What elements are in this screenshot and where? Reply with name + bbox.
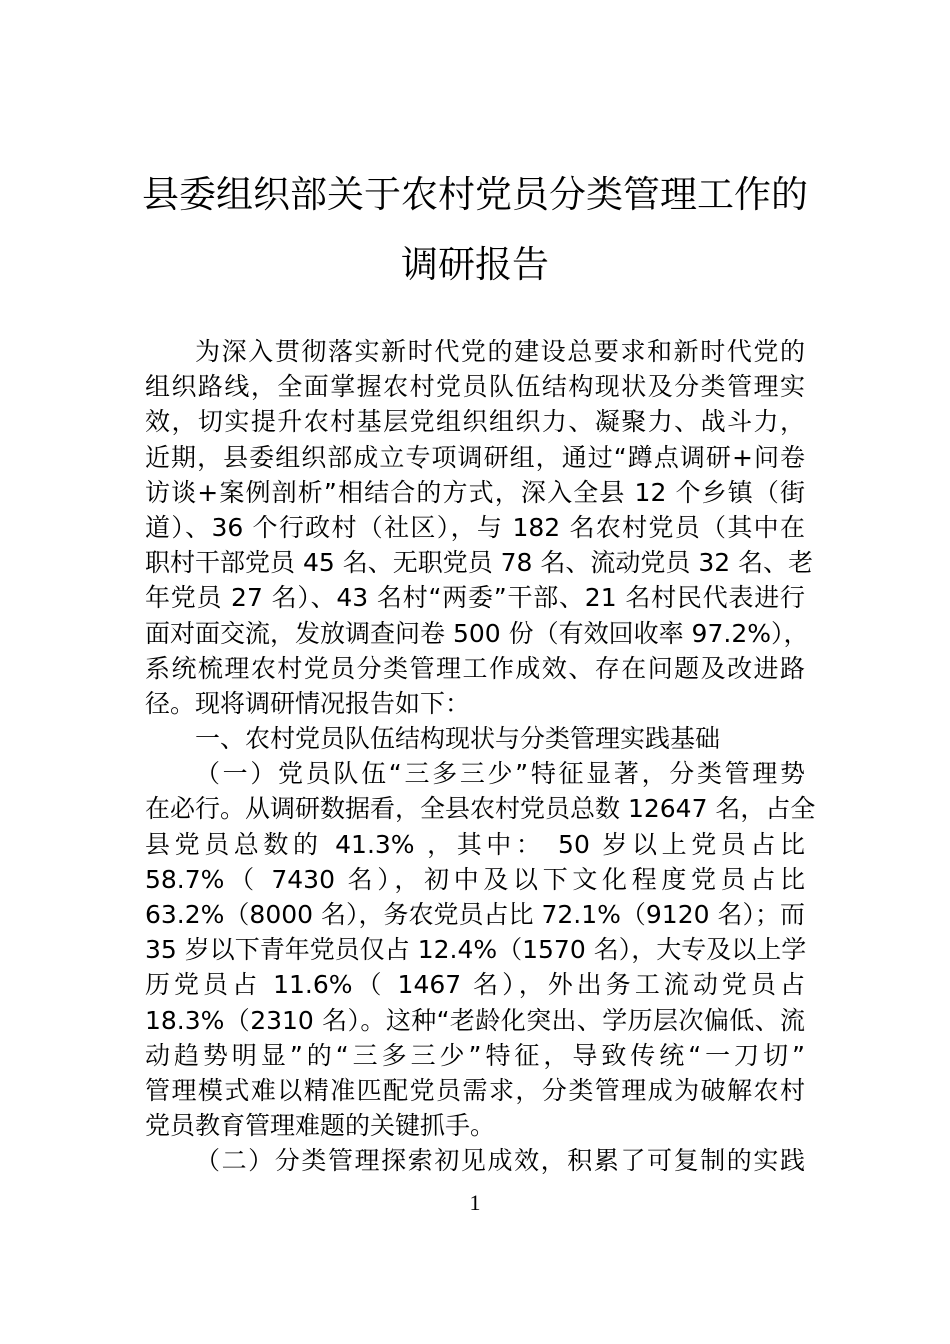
paragraph-line: 63.2%（8000 名），务农党员占比 72.1%（9120 名）；而 [145,900,805,929]
paragraph-line: 面对面交流，发放调查问卷 500 份（有效回收率 97.2%）， [145,618,809,648]
paragraph-line: 为深入贯彻落实新时代党的建设总要求和新时代党的 [195,337,805,366]
paragraph-line: 组织路线，全面掌握农村党员队伍结构现状及分类管理实 [145,372,805,402]
page-number: 1 [469,1190,481,1215]
paragraph-line: 系统梳理农村党员分类管理工作成效、存在问题及改进路 [145,653,805,683]
subsection-heading: （二）分类管理探索初见成效，积累了可复制的实践 [195,1146,805,1176]
paragraph-line: 径。现将调研情况报告如下： [145,688,471,718]
paragraph-line: 18.3%（2310 名）。这种“老龄化突出、学历层次偏低、流 [145,1005,805,1035]
title-line-1: 县委组织部关于农村党员分类管理工作的 [142,173,808,216]
paragraph-line: 近期，县委组织部成立专项调研组，通过“蹲点调研+问卷 [145,442,805,472]
paragraph-line: 动趋势明显”的“三多三少”特征，导致传统“一刀切” [145,1040,805,1070]
paragraph-line: 访谈+案例剖析”相结合的方式，深入全县 12 个乡镇（街 [145,477,805,507]
paragraph-line: 党员教育管理难题的关键抓手。 [145,1111,496,1141]
paragraph-line: 在必行。从调研数据看，全县农村党员总数 12647 名，占全 [145,794,816,824]
paragraph-line: 效，切实提升农村基层党组织组织力、凝聚力、战斗力， [145,407,805,437]
paragraph-line: 历党员占 11.6%（ 1467 名），外出务工流动党员占 [145,970,805,1000]
report-body [145,334,816,1179]
paragraph-line: 职村干部党员 45 名、无职党员 78 名、流动党员 32 名、老 [145,548,814,578]
paragraph-line: 年党员 27 名）、43 名村“两委”干部、21 名村民代表进行 [145,583,805,613]
title-line-2: 调研报告 [401,243,549,286]
paragraph-line: 道）、36 个行政村（社区），与 182 名农村党员（其中在 [145,512,805,542]
section-heading: 一、农村党员队伍结构现状与分类管理实践基础 [195,724,721,754]
paragraph-line: 管理模式难以精准匹配党员需求，分类管理成为破解农村 [145,1075,805,1105]
subsection-heading: （一）党员队伍“三多三少”特征显著，分类管理势 [195,759,805,789]
paragraph-line: 35 岁以下青年党员仅占 12.4%（1570 名），大专及以上学 [145,935,807,965]
paragraph-line: 县党员总数的 41.3% ，其中： 50 岁以上党员占比 [145,829,805,859]
paragraph-line: 58.7%（ 7430 名），初中及以下文化程度党员占比 [145,864,805,894]
